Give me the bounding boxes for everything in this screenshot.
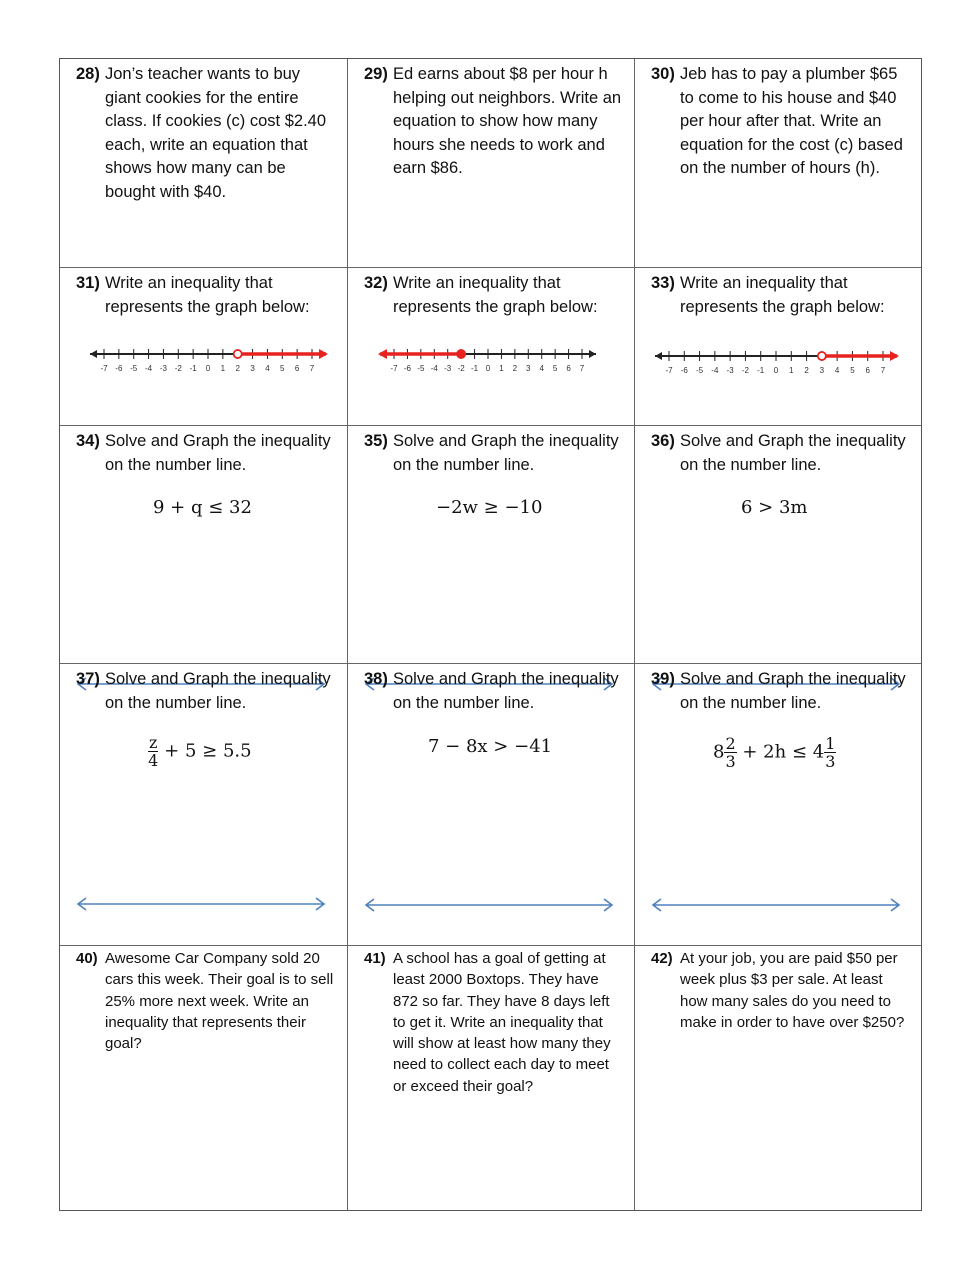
tick-label: -3 bbox=[444, 364, 452, 373]
tick-label: 2 bbox=[512, 364, 518, 373]
problem-number: 28) bbox=[76, 65, 100, 83]
fraction-denominator: 3 bbox=[825, 752, 836, 771]
problem-text: Solve and Graph the inequality on the number line. bbox=[393, 670, 619, 712]
shaded-arrow bbox=[890, 351, 899, 361]
tick-label: -6 bbox=[115, 364, 123, 373]
number-line-graph bbox=[88, 344, 328, 380]
tick-label: 1 bbox=[220, 364, 226, 373]
problem-text: Jon’s teacher wants to buy giant cookies for the entire class. If cookies (c) cost $2.40 each, write an equation that shows how many can be bought with $40. bbox=[105, 65, 327, 201]
fraction-numerator: 1 bbox=[825, 734, 836, 753]
problem-text: Solve and Graph the inequality on the number line. bbox=[105, 432, 331, 474]
tick-label: 6 bbox=[566, 364, 571, 373]
problem-number: 31) bbox=[76, 274, 100, 292]
row-3 bbox=[60, 426, 921, 664]
problem-number: 40) bbox=[76, 950, 98, 967]
problem-36 bbox=[635, 426, 921, 663]
tick-label: 4 bbox=[539, 364, 544, 373]
tick-label: -7 bbox=[100, 364, 108, 373]
problem-29 bbox=[348, 59, 635, 267]
row-2 bbox=[60, 268, 921, 426]
tick-label: -6 bbox=[680, 366, 688, 375]
problem-number: 39) bbox=[651, 670, 675, 688]
tick-label: 2 bbox=[235, 364, 240, 373]
tick-label: 7 bbox=[309, 364, 315, 373]
tick-label: -3 bbox=[159, 364, 167, 373]
tick-label: 5 bbox=[280, 364, 285, 373]
inequality bbox=[148, 734, 252, 769]
problem-30 bbox=[635, 59, 921, 267]
closed-dot bbox=[457, 350, 465, 358]
inequality: 6 > 3m bbox=[741, 497, 808, 518]
tick-label: 1 bbox=[789, 366, 794, 375]
inequality-middle: + 2h ≤ 4 bbox=[742, 741, 825, 763]
inequality: −2w ≥ −10 bbox=[436, 497, 543, 518]
tick-label: -1 bbox=[757, 366, 765, 375]
fraction-denominator: 4 bbox=[148, 751, 159, 770]
problem-text: Solve and Graph the inequality on the number line. bbox=[680, 670, 906, 712]
problem-text: Jeb has to pay a plumber $65 to come to his house and $40 per hour after that. Write an equation for the cost (c) based on the number of hours (h). bbox=[680, 65, 903, 177]
problem-number: 37) bbox=[76, 670, 100, 688]
inequality: 9 + q ≤ 32 bbox=[153, 497, 252, 518]
problem-37 bbox=[60, 664, 348, 945]
tick-label: 7 bbox=[880, 366, 886, 375]
problem-31 bbox=[60, 268, 348, 425]
tick-label: -5 bbox=[696, 366, 704, 375]
tick-label: -7 bbox=[665, 366, 673, 375]
problem-42 bbox=[635, 946, 921, 1210]
problem-number: 36) bbox=[651, 432, 675, 450]
tick-label: -4 bbox=[430, 364, 438, 373]
shaded-arrow bbox=[319, 349, 328, 359]
answer-number-line[interactable] bbox=[364, 898, 614, 912]
problem-number: 38) bbox=[364, 670, 388, 688]
tick-label: 4 bbox=[834, 366, 840, 375]
tick-label: -2 bbox=[174, 364, 182, 373]
worksheet-grid bbox=[59, 58, 922, 1211]
problem-text: At your job, you are paid $50 per week plus $3 per sale. At least how many sales do you need to make in order to have over $250? bbox=[680, 950, 905, 1031]
tick-label: -3 bbox=[726, 366, 734, 375]
axis-arrow-right bbox=[589, 350, 596, 358]
problem-number: 30) bbox=[651, 65, 675, 83]
problem-text: Write an inequality that represents the graph below: bbox=[680, 274, 885, 316]
tick-label: 6 bbox=[865, 366, 870, 375]
tick-label: 7 bbox=[579, 364, 585, 373]
problem-33 bbox=[635, 268, 921, 425]
row-1 bbox=[60, 59, 921, 268]
problem-text: Write an inequality that represents the graph below: bbox=[105, 274, 310, 316]
inequality bbox=[713, 735, 836, 770]
problem-34 bbox=[60, 426, 348, 663]
tick-label: 6 bbox=[294, 364, 300, 373]
problem-35 bbox=[348, 426, 635, 663]
problem-number: 32) bbox=[364, 274, 388, 292]
tick-label: 3 bbox=[526, 364, 531, 373]
tick-label: 3 bbox=[819, 366, 825, 375]
problem-number: 35) bbox=[364, 432, 388, 450]
axis-arrow-left bbox=[655, 352, 662, 360]
problem-41 bbox=[348, 946, 635, 1210]
shaded-arrow bbox=[378, 349, 387, 359]
tick-label: -5 bbox=[130, 364, 138, 373]
tick-label: -2 bbox=[457, 364, 465, 373]
tick-label: 0 bbox=[485, 364, 491, 373]
problem-text: Solve and Graph the inequality on the number line. bbox=[393, 432, 619, 474]
number-line-graph bbox=[378, 344, 598, 380]
tick-label: 1 bbox=[499, 364, 504, 373]
problem-32 bbox=[348, 268, 635, 425]
problem-39 bbox=[635, 664, 921, 945]
tick-label: 5 bbox=[552, 364, 558, 373]
problem-number: 41) bbox=[364, 950, 386, 967]
tick-label: 2 bbox=[804, 366, 809, 375]
tick-label: -1 bbox=[471, 364, 479, 373]
problem-number: 29) bbox=[364, 65, 388, 83]
tick-label: -4 bbox=[711, 366, 719, 375]
fraction-numerator: z bbox=[149, 733, 158, 752]
problem-text: A school has a goal of getting at least 2000 Boxtops. They have 872 so far. They have 8 days left to get it. Write an inequality that will show at least how many they need to collect each day to meet or exceed their goal? bbox=[393, 950, 611, 1095]
problem-number: 34) bbox=[76, 432, 100, 450]
tick-label: -6 bbox=[403, 364, 411, 373]
tick-label: -1 bbox=[189, 364, 197, 373]
mixed-whole: 8 bbox=[713, 741, 725, 763]
fraction-denominator: 3 bbox=[725, 752, 736, 771]
inequality: 7 − 8x > −41 bbox=[428, 736, 553, 757]
tick-label: 5 bbox=[850, 366, 855, 375]
tick-label: -2 bbox=[741, 366, 749, 375]
problem-text: Solve and Graph the inequality on the number line. bbox=[680, 432, 906, 474]
tick-label: -5 bbox=[417, 364, 425, 373]
tick-label: -7 bbox=[390, 364, 398, 373]
tick-label: 0 bbox=[773, 366, 779, 375]
tick-label: 0 bbox=[205, 364, 211, 373]
tick-label: -4 bbox=[145, 364, 153, 373]
problem-text: Write an inequality that represents the graph below: bbox=[393, 274, 598, 316]
axis-arrow-left bbox=[90, 350, 97, 358]
problem-number: 42) bbox=[651, 950, 673, 967]
open-dot bbox=[234, 350, 242, 358]
problem-40 bbox=[60, 946, 348, 1210]
number-line-graph bbox=[653, 346, 899, 382]
problem-number: 33) bbox=[651, 274, 675, 292]
open-dot bbox=[818, 352, 826, 360]
fraction-numerator: 2 bbox=[725, 734, 736, 753]
inequality-rest: + 5 ≥ 5.5 bbox=[164, 740, 252, 762]
row-5 bbox=[60, 946, 921, 1210]
row-4 bbox=[60, 664, 921, 946]
tick-label: 4 bbox=[265, 364, 270, 373]
tick-label: 3 bbox=[250, 364, 255, 373]
answer-number-line[interactable] bbox=[76, 897, 326, 911]
problem-38 bbox=[348, 664, 635, 945]
problem-28 bbox=[60, 59, 348, 267]
problem-text: Solve and Graph the inequality on the number line. bbox=[105, 670, 331, 712]
problem-text: Ed earns about $8 per hour h helping out neighbors. Write an equation to show how many hours she needs to work and earn $86. bbox=[393, 65, 622, 177]
answer-number-line[interactable] bbox=[651, 898, 901, 912]
problem-text: Awesome Car Company sold 20 cars this week. Their goal is to sell 25% more next week. Write an inequality that represents their goal? bbox=[105, 950, 334, 1053]
